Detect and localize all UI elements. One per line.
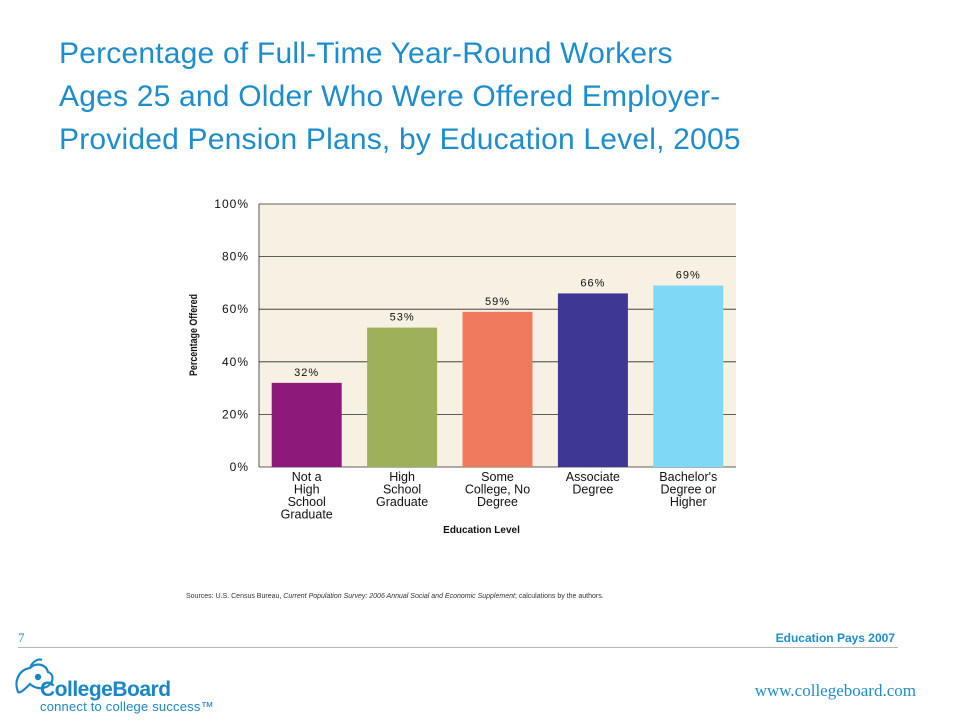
bar <box>367 328 437 467</box>
logo-tagline: connect to college success™ <box>40 699 214 714</box>
y-tick-label: 100% <box>214 197 249 211</box>
x-tick-label: College, No <box>464 482 531 497</box>
x-tick-label: Associate <box>565 470 621 484</box>
x-axis-title: Education Level <box>443 525 520 536</box>
logo-wordmark: CollegeBoard <box>40 678 171 701</box>
x-tick-label: High <box>293 482 320 497</box>
y-axis-title: Percentage Offered <box>188 274 200 376</box>
y-tick-label: 80% <box>221 249 249 264</box>
bar <box>558 293 628 467</box>
title-line-3: Provided Pension Plans, by Education Level, 2005 <box>59 123 741 156</box>
x-tick-label: Graduate <box>376 495 429 509</box>
x-tick-label: Higher <box>669 495 707 509</box>
x-tick-label: Degree <box>572 482 614 497</box>
y-tick-label: 20% <box>221 407 249 422</box>
title-line-2: Ages 25 and Older Who Were Offered Employer- <box>59 80 721 113</box>
x-tick-label: School <box>382 482 422 497</box>
x-tick-label: Not a <box>291 470 322 484</box>
website-link[interactable]: www.collegeboard.com <box>754 681 916 700</box>
sources-note <box>186 593 604 600</box>
footer-label: Education Pays 2007 <box>775 631 895 645</box>
bar-value-label: 53% <box>389 311 415 324</box>
bar-value-label: 32% <box>294 366 320 379</box>
sources-prefix: Sources: U.S. Census Bureau, <box>186 593 284 600</box>
y-tick-label: 40% <box>221 354 249 369</box>
y-tick-label: 60% <box>221 302 249 317</box>
bar-value-label: 69% <box>675 269 701 282</box>
bar-value-label: 59% <box>484 295 511 308</box>
bar-value-label: 66% <box>580 277 606 290</box>
bar <box>653 286 723 467</box>
x-tick-label: Graduate <box>280 507 333 522</box>
x-tick-label: School <box>287 495 326 509</box>
x-tick-label: Degree or <box>660 482 717 497</box>
bar <box>272 383 342 467</box>
slide-number: 7 <box>18 630 25 645</box>
sources-title: Current Population Survey: 2006 Annual Social and Economic Supplement <box>283 593 515 600</box>
sources-suffix: ; calculations by the authors. <box>514 593 604 600</box>
footer-divider <box>18 647 898 648</box>
x-tick-label: Some <box>481 470 514 484</box>
x-tick-label: High <box>389 470 415 484</box>
title-line-1: Percentage of Full-Time Year-Round Workers <box>59 37 673 70</box>
x-tick-label: Bachelor's <box>659 470 718 484</box>
x-tick-label: Degree <box>477 495 518 509</box>
bar <box>463 312 533 467</box>
y-tick-label: 0% <box>229 460 249 474</box>
